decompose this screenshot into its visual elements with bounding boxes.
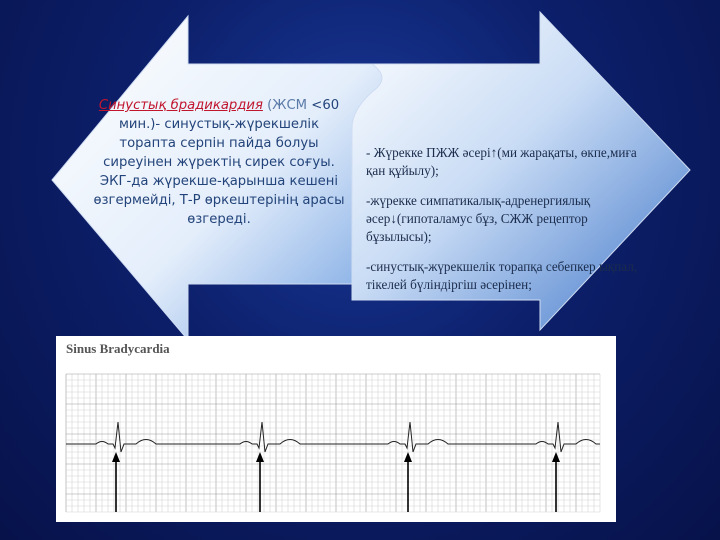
cause-item-2: -жүрекке симпатикалық-адренергиялық әсер↓(гипоталамус бұз, СЖЖ рецептор бұзылысы); [366,193,591,244]
cause-item-3: -синустық-жүрекшелік торапқа себепкер ықпал, тікелей бүліндіргіш әсерінен; [366,259,638,292]
ecg-panel [56,336,616,522]
term-sinus-bradycardia: Синустық брадикардия [98,98,263,113]
cause-item-1: - Жүрекке ПЖЖ әсері↑(ми жарақаты, өкпе,миға қан құйылу); [366,145,637,178]
ecg-title: Sinus Bradycardia [66,341,170,356]
definition-text: <60 мин.)- синустық-жүрекшелік торапта серпін пайда болуы сиреуінен жүректің сирек соғуы. ЭКГ-да жүрекше-қарынша кешені өзгермейді, Т-Р өркештерінің арасы өзгереді. [93,98,345,227]
ecg-grid [66,374,600,512]
ecg-trace [66,422,600,452]
term-abbreviation: (ЖСМ [267,98,308,113]
right-arrow-text [366,144,651,306]
left-arrow-text [90,96,348,229]
ecg-strip [56,336,616,522]
